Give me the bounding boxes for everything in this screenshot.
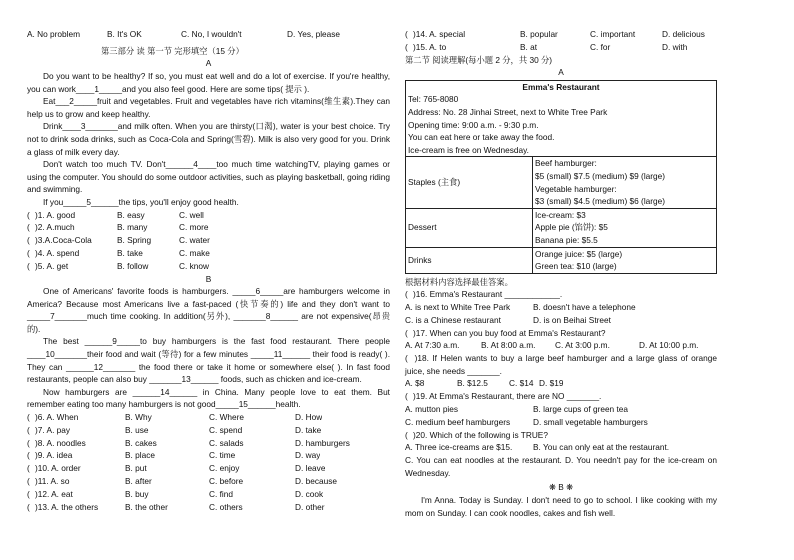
option-d: D. Yes, please bbox=[287, 29, 341, 39]
question-row: ( )11. A. so B. after C. before D. because bbox=[27, 476, 337, 487]
menu-item: Green tea: $10 (large) bbox=[535, 261, 617, 272]
paragraph: Drink____3_______and milk often. When you are thirsty(口渴), water is your best choice. Try not to drink soda drinks, such as Coca-Cola and Spring(雪碧). Milk is also very good for you. Drink a glass of milk every day. bbox=[27, 121, 390, 157]
menu-category: Dessert bbox=[406, 208, 533, 247]
menu-info-line: Opening time: 9:00 a.m. - 9:30 p.m. bbox=[408, 119, 539, 130]
option-row: C. medium beef hamburgers D. small vegetable hamburgers bbox=[405, 416, 648, 427]
question-row: ( )2. A.much B. many C. more bbox=[27, 222, 209, 233]
menu-item: Apple pie (馅饼): $5 bbox=[535, 222, 608, 233]
menu-item: Banana pie: $5.5 bbox=[535, 234, 598, 245]
paragraph: Don't watch too much TV. Don't______4____too much time watchingTV, playing games or using the computer. You should do some outdoor activities, such as playing basketball, going riding and swimming. bbox=[27, 159, 390, 195]
menu-price: $3 (small) $4.5 (medium) $6 (large) bbox=[535, 196, 666, 207]
question-stem: ( )17. When can you buy food at Emma's Restaurant? bbox=[405, 327, 606, 338]
instruction: 根据材料内容选择最佳答案。 bbox=[405, 276, 513, 287]
question-row: ( )15. A. to B. at C. for D. with bbox=[405, 41, 688, 52]
option-c: C. No, I wouldn't bbox=[181, 29, 242, 39]
option-b: B. It's OK bbox=[107, 29, 142, 39]
menu-category: Drinks bbox=[406, 247, 533, 273]
menu-info-line: You can eat here or take away the food. bbox=[408, 132, 555, 143]
menu-row-dessert bbox=[406, 208, 717, 247]
menu-header-row bbox=[406, 80, 717, 157]
menu-item: Orange juice: $5 (large) bbox=[535, 248, 623, 259]
question-row: ( )9. A. idea B. place C. time D. way bbox=[27, 450, 321, 461]
option-row: A. Three ice-creams are $15. B. You can only eat at the restaurant. bbox=[405, 442, 670, 453]
menu-row-drinks bbox=[406, 247, 717, 273]
passage-a-label: A bbox=[558, 67, 564, 78]
paragraph: Now hamburgers are ______14______ in China. Many people love to eat them. But remember eating too many hamburgers is not good_____15______health. bbox=[27, 386, 390, 410]
right-column bbox=[405, 28, 717, 519]
question-row: ( )7. A. pay B. use C. spend D. take bbox=[27, 424, 322, 435]
menu-title: Emma's Restaurant bbox=[522, 81, 600, 92]
question-stem: ( )18. If Helen wants to buy a large beef hamburger and a large glass of orange juice, she needs _______. bbox=[405, 353, 717, 376]
paragraph: The best ______9_____to buy hamburgers is the fast food restaurant. There people ____10_______their food and wait (等待) for a few minutes _____11______ their food is ready( ). They can ______12_______ the food there or take it home or somewhere else( ). In fast food restaurants, people can also buy _______13______ foods, such as chicken and ice-cream. bbox=[27, 336, 390, 385]
menu-info-line: Ice-cream is free on Wednesday. bbox=[408, 144, 529, 155]
option-row: A. mutton pies B. large cups of green tea bbox=[405, 404, 629, 415]
section-heading: 第二节 阅读理解(每小题 2 分，共 30 分) bbox=[405, 54, 553, 65]
option-row: A. At 7:30 a.m. B. At 8:00 a.m. C. At 3:00 p.m. D. At 10:00 p.m. bbox=[405, 340, 699, 351]
question-row: ( )13. A. the others B. the other C. others D. other bbox=[27, 501, 325, 512]
option-row: A. $8 B. $12.5 C. $14 D. $19 bbox=[405, 378, 564, 389]
question-row: ( )14. A. special B. popular C. important D. delicious bbox=[405, 29, 705, 39]
menu-row-staples bbox=[406, 157, 717, 208]
question-row: ( )3.A.Coca-Cola B. Spring C. water bbox=[27, 235, 210, 246]
menu-item: Vegetable hamburger: bbox=[535, 183, 617, 194]
menu-item: Beef hamburger: bbox=[535, 158, 597, 169]
question-stem: ( )20. Which of the following is TRUE? bbox=[405, 429, 548, 440]
menu-category: Staples (主食) bbox=[406, 157, 533, 208]
questions-b bbox=[27, 411, 390, 513]
passage-b-label: ❋ B ❋ bbox=[548, 482, 574, 493]
menu-info-line: Address: No. 28 Jinhai Street, next to White Tree Park bbox=[408, 106, 608, 117]
left-column bbox=[27, 28, 390, 513]
menu-item: Ice-cream: $3 bbox=[535, 209, 586, 220]
question-row: ( )5. A. get B. follow C. know bbox=[27, 260, 209, 271]
paragraph: Do you want to be healthy? If so, you must eat well and do a lot of exercise. If you're healthy, you can work____1_____and you also feel good. Here are some tips( 提示 ). bbox=[27, 70, 390, 94]
paragraph: Eat___2_____fruit and vegetables. Fruit and vegetables have rich vitamins(维生素).They can help us to grow and keep healthy. bbox=[27, 96, 390, 119]
question-row: ( )1. A. good B. easy C. well bbox=[27, 209, 204, 220]
section-heading: 第三部分 读 第一节 完形填空（15 分） bbox=[101, 45, 244, 56]
option-a: A. No problem bbox=[27, 29, 81, 39]
menu-info-line: Tel: 765-8080 bbox=[408, 94, 459, 105]
question-stem: ( )19. At Emma's Restaurant, there are NO _______. bbox=[405, 391, 602, 402]
question-row: ( )4. A. spend B. take C. make bbox=[27, 247, 210, 258]
question-stem: ( )16. Emma's Restaurant ____________. bbox=[405, 289, 563, 300]
menu-price: $5 (small) $7.5 (medium) $9 (large) bbox=[535, 170, 666, 181]
paragraph: I'm Anna. Today is Sunday. I don't need to go to school. I like cooking with my mom on Sunday. I can cook noodles, cakes and fish well. bbox=[405, 495, 717, 518]
questions-a bbox=[27, 209, 390, 273]
restaurant-menu-table bbox=[405, 80, 717, 274]
question-row: ( )8. A. noodles B. cakes C. salads D. hamburgers bbox=[27, 437, 350, 448]
passage-b-label: B bbox=[205, 273, 212, 284]
passage-a-label: A bbox=[205, 58, 212, 69]
question-row: ( )6. A. When B. Why C. Where D. How bbox=[27, 412, 323, 423]
question-row: ( )10. A. order B. put C. enjoy D. leave bbox=[27, 463, 326, 474]
paragraph: If you_____5______the tips, you'll enjoy good health. bbox=[43, 196, 239, 207]
option-row: C. You can eat noodles at the restaurant. D. You needn't pay for the ice-cream on Wednesday. bbox=[405, 455, 717, 478]
option-row: C. is a Chinese restaurant D. is on Beihai Street bbox=[405, 314, 611, 325]
question-row: ( )12. A. eat B. buy C. find D. cook bbox=[27, 488, 324, 499]
option-row: A. is next to White Tree Park B. doesn't have a telephone bbox=[405, 302, 636, 313]
paragraph: One of Americans' favorite foods is hamburgers. _____6_____are hamburgers welcome in America? Because most Americans live a fast-paced (快节奏的) life and they don't want to _____7_______much time cooking. In addition(另外), _______8______ are not expensive(昂贵的). bbox=[27, 286, 390, 334]
option-row bbox=[27, 28, 390, 41]
